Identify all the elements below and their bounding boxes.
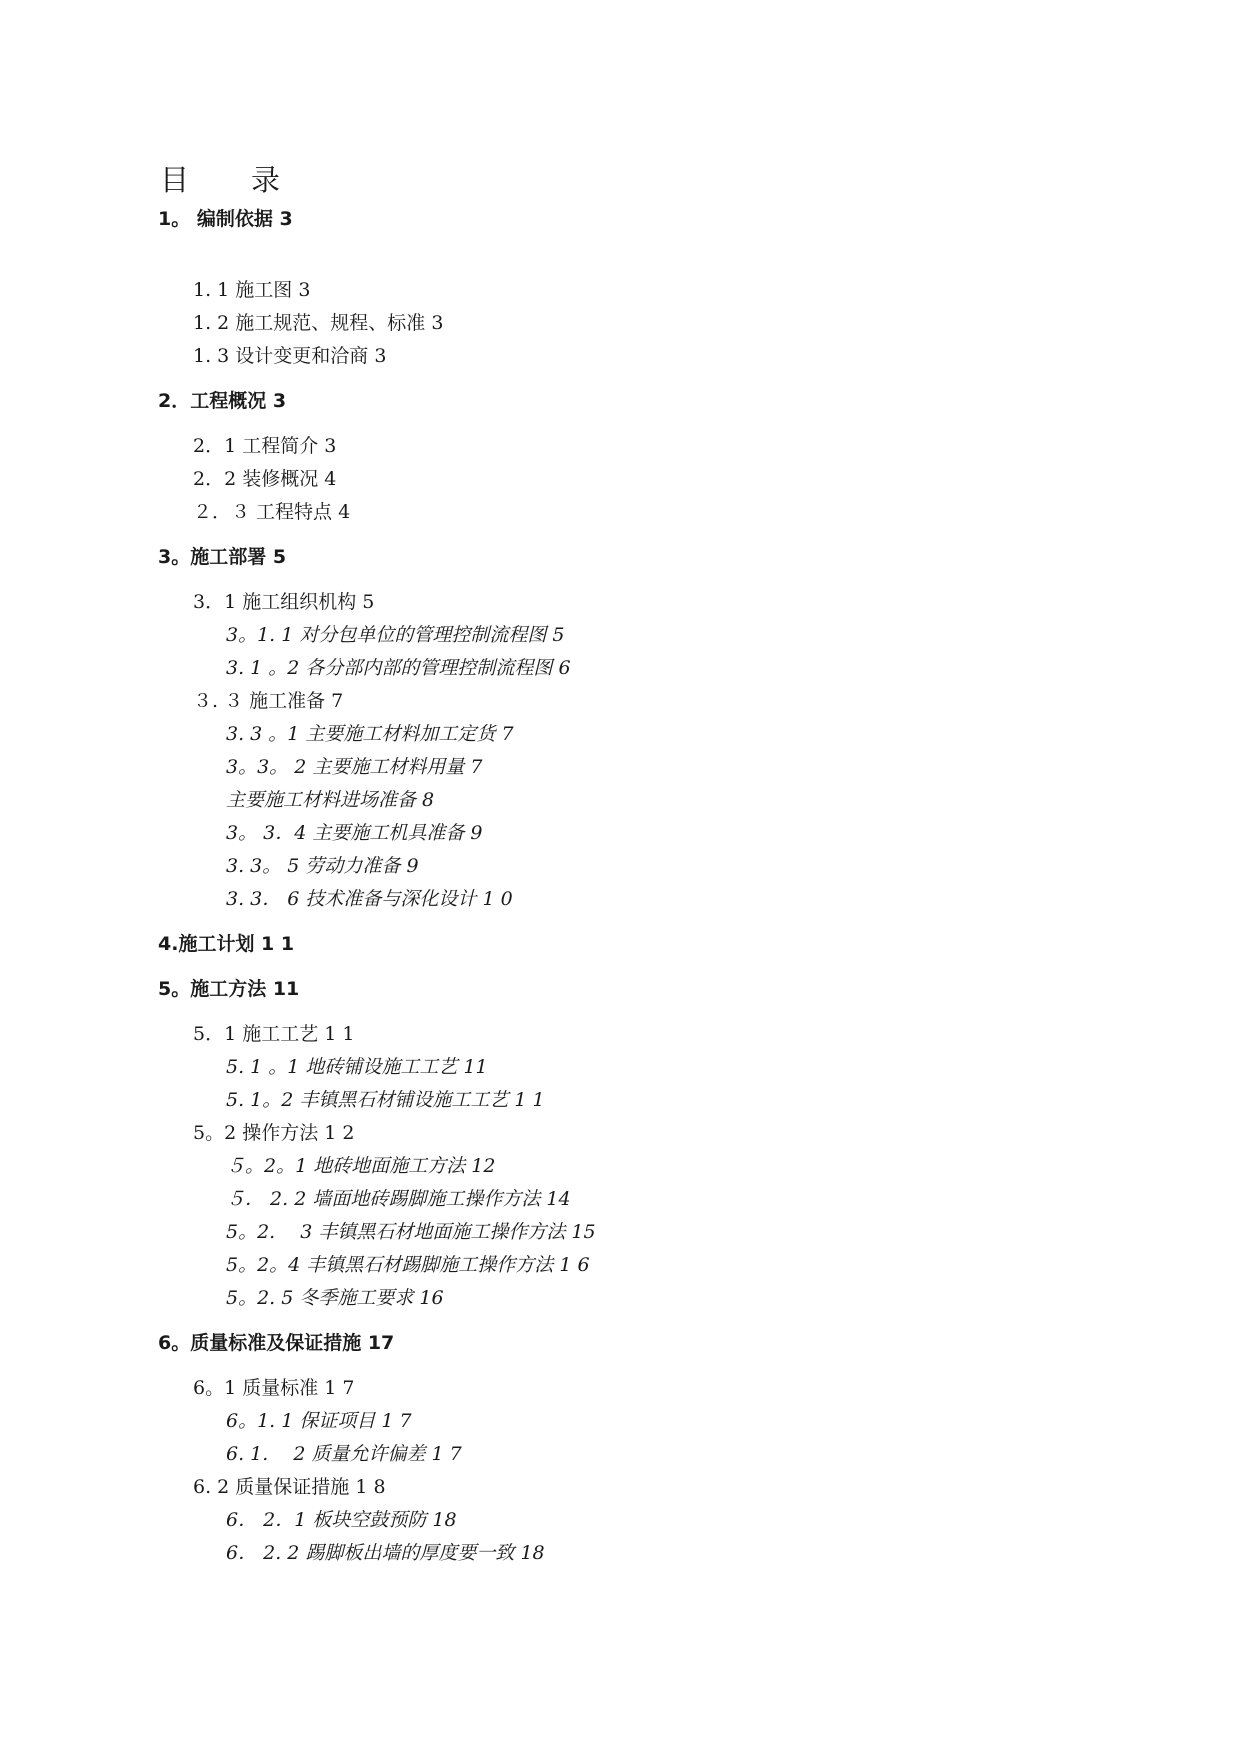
toc-entry[interactable]: 3. 3。 5 劳动力准备 9 (226, 855, 419, 877)
toc-entry[interactable]: ３. ３ 施工准备 7 (193, 690, 344, 712)
toc-entry[interactable]: 3. 3 。1 主要施工材料加工定货 7 (226, 723, 514, 745)
toc-entry[interactable]: 主要施工材料进场准备 8 (226, 789, 435, 811)
toc-entry[interactable]: 5。2 操作方法 1 2 (193, 1122, 355, 1144)
toc-entry[interactable]: 3. 1 。2 各分部内部的管理控制流程图 6 (226, 657, 571, 679)
toc-title-char-2: 录 (251, 163, 281, 197)
toc-entry[interactable]: 3。施工部署 5 (158, 546, 287, 568)
toc-entry[interactable]: 1. 1 施工图 3 (193, 279, 311, 301)
toc-entry[interactable]: 1. 3 设计变更和洽商 3 (193, 345, 387, 367)
toc-entry[interactable]: 6。1. 1 保证项目 1 7 (226, 1410, 412, 1432)
toc-entry[interactable]: 5．1 施工工艺 1 1 (193, 1023, 355, 1045)
toc-entry[interactable]: 6． 2．1 板块空鼓预防 18 (226, 1509, 457, 1531)
toc-entry[interactable]: 5。施工方法 11 (158, 978, 300, 1000)
toc-entry[interactable]: 3。1. 1 对分包单位的管理控制流程图 5 (226, 624, 565, 646)
toc-entry[interactable]: ２．３ 工程特点 4 (193, 501, 351, 523)
toc-entry[interactable]: 4.施工计划 1 1 (158, 933, 295, 955)
toc-entry[interactable]: 1。 编制依据 3 (158, 208, 293, 230)
toc-entry[interactable]: ５． 2. 2 墙面地砖踢脚施工操作方法 14 (226, 1188, 571, 1210)
toc-entry[interactable]: 3．1 施工组织机构 5 (193, 591, 375, 613)
toc-entry[interactable]: 6． 2. 2 踢脚板出墙的厚度要一致 18 (226, 1542, 545, 1564)
toc-entry[interactable]: 2．2 装修概况 4 (193, 468, 337, 490)
toc-entry[interactable]: 5. 1。2 丰镇黑石材铺设施工工艺 1 1 (226, 1089, 545, 1111)
toc-entry[interactable]: 6。质量标准及保证措施 17 (158, 1332, 395, 1354)
toc-entry[interactable]: 5。2。4 丰镇黑石材踢脚施工操作方法 1 6 (226, 1254, 590, 1276)
toc-entry[interactable]: 1. 2 施工规范、规程、标准 3 (193, 312, 444, 334)
toc-entry[interactable]: 5。2. 5 冬季施工要求 16 (226, 1287, 444, 1309)
toc-entry[interactable]: 6. 2 质量保证措施 1 8 (193, 1476, 386, 1498)
toc-entry[interactable]: 5. 1 。1 地砖铺设施工工艺 11 (226, 1056, 488, 1078)
toc-entry[interactable]: 5。2. 3 丰镇黑石材地面施工操作方法 15 (226, 1221, 596, 1243)
toc-entry[interactable]: 6. 1. 2 质量允许偏差 1 7 (226, 1443, 462, 1465)
toc-entry[interactable]: ５。2。1 地砖地面施工方法 12 (226, 1155, 496, 1177)
toc-entry[interactable]: 2．1 工程简介 3 (193, 435, 337, 457)
toc-entry[interactable]: 3。3。 2 主要施工材料用量 7 (226, 756, 483, 778)
toc-entry[interactable]: 3。 3．4 主要施工机具准备 9 (226, 822, 483, 844)
toc-entry[interactable]: 2．工程概况 3 (158, 390, 287, 412)
toc-entry[interactable]: 3. 3． 6 技术准备与深化设计 1 0 (226, 888, 513, 910)
toc-title-char-1: 目 (160, 163, 190, 197)
toc-entry[interactable]: 6。1 质量标准 1 7 (193, 1377, 355, 1399)
